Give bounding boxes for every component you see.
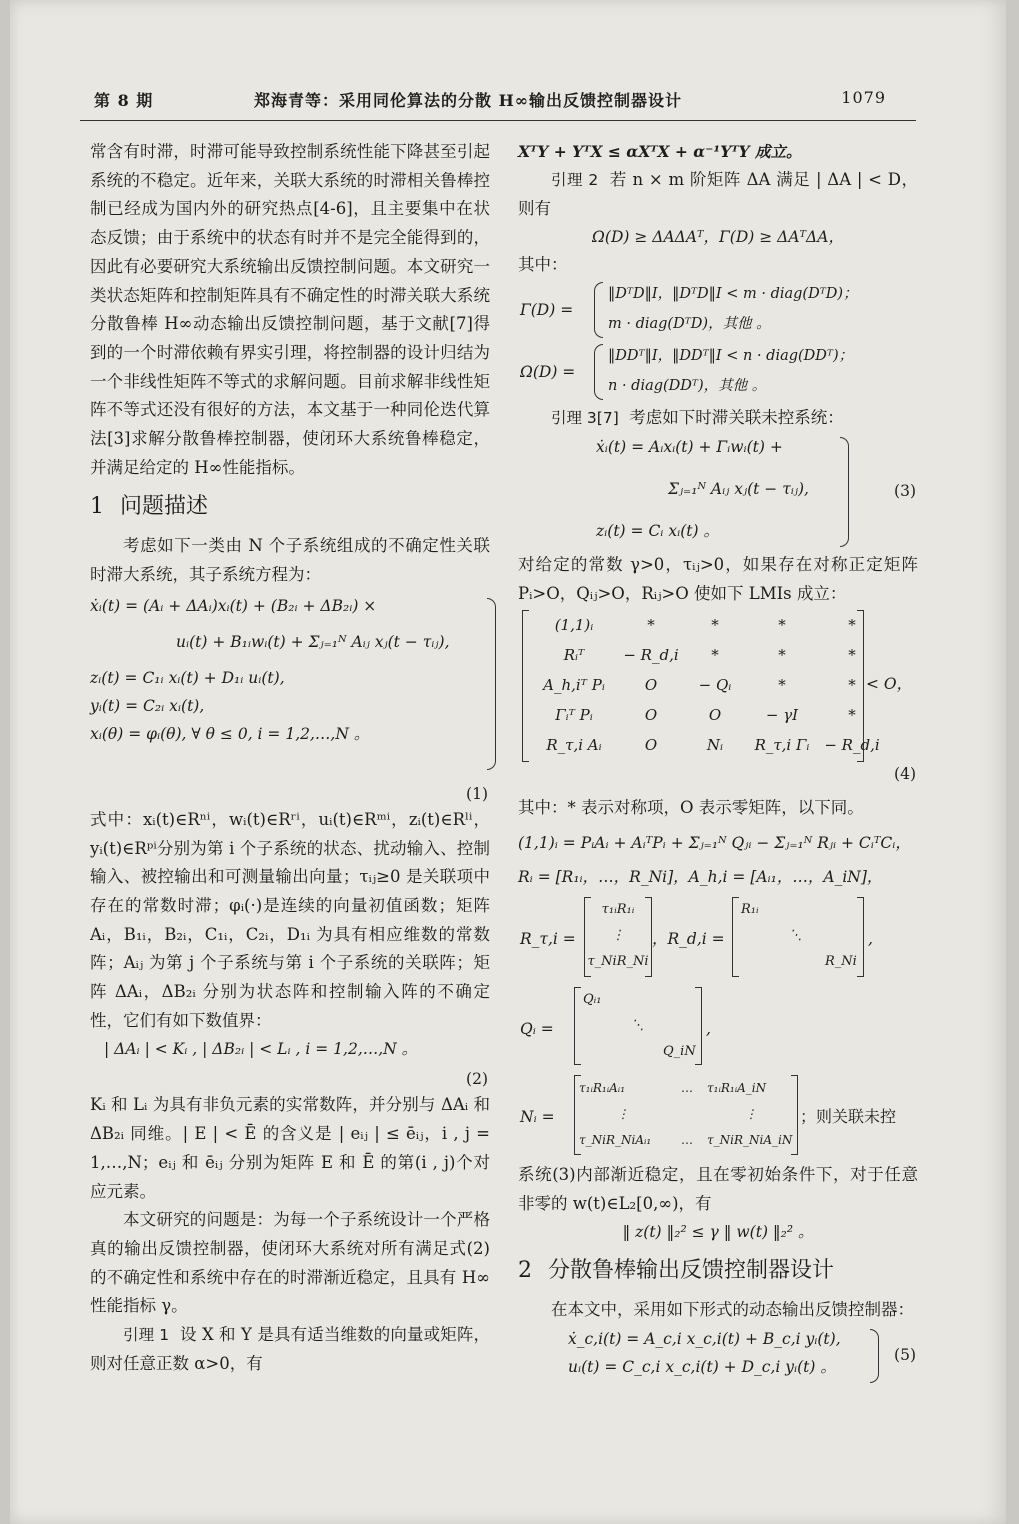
eq3-line-2: Σⱼ₌₁ᴺ Aᵢⱼ xⱼ(t − τᵢⱼ), bbox=[668, 479, 809, 498]
lmi-cell-r3-c2: O bbox=[644, 676, 658, 695]
lemma-3-text: 考虑如下时滞关联未控系统： bbox=[629, 408, 844, 428]
n-r3c1: τ_NiR_NiAᵢ₁ bbox=[579, 1132, 652, 1147]
lmi-cell-r1-c4: * bbox=[778, 616, 786, 635]
rtau-row-1: τ₁ᵢR₁ᵢ bbox=[601, 901, 635, 917]
eq2-number-row bbox=[90, 1065, 490, 1091]
eq3-brace bbox=[840, 437, 849, 547]
lmi-cell-r3-c3: − Qᵢ bbox=[698, 676, 732, 695]
def-R bbox=[518, 863, 918, 891]
section-1-heading bbox=[90, 492, 490, 522]
n-r2c2 bbox=[667, 1101, 707, 1127]
def-11 bbox=[518, 823, 918, 863]
norm-inequality bbox=[518, 1218, 918, 1246]
omega-lhs: Ω(D) = bbox=[520, 363, 576, 382]
n-lhs: Nᵢ = bbox=[520, 1107, 555, 1126]
lmi-grid bbox=[523, 610, 880, 760]
lmi-cell-r4-c3: O bbox=[708, 706, 722, 725]
norm-inequality-text: ‖ z(t) ‖₂² ≤ γ ‖ w(t) ‖₂² 。 bbox=[622, 1223, 814, 1242]
lmi-cell-r1-c3: * bbox=[711, 616, 719, 635]
lmi-cell-r2-c4: * bbox=[778, 646, 786, 665]
equation-3 bbox=[518, 433, 918, 551]
omega-case-1: ‖DDᵀ‖I，‖DDᵀ‖I < n · diag(DDᵀ)； bbox=[608, 348, 854, 365]
where-label: 其中： bbox=[518, 255, 568, 275]
q-row-1: Qᵢ₁ bbox=[583, 991, 602, 1007]
n-matrix bbox=[574, 1075, 798, 1155]
lmi-cell-r5-c2: O bbox=[644, 736, 658, 755]
left-column bbox=[90, 138, 490, 1379]
lemma-3 bbox=[518, 404, 918, 433]
lemma-2-label: 引理 2 bbox=[551, 171, 599, 189]
eq2-number: (2) bbox=[466, 1070, 488, 1089]
lemma-1 bbox=[90, 1321, 490, 1378]
definition-paragraph: 式中：xᵢ(t)∈Rⁿⁱ，wᵢ(t)∈Rʳⁱ，uᵢ(t)∈Rᵐⁱ，zᵢ(t)∈Rˡⁱ，yᵢ(t)∈Rᵖⁱ分别为第 i 个子系统的状态、扰动输入、控制输入、被控输出和可测量输出向量；τᵢⱼ≥0 是关联项中存在的常数时滞；φᵢ(·)是连续的向量初值函数；矩阵 Aᵢ，B₁ᵢ，B₂ᵢ，C₁ᵢ，C₂ᵢ，D₁ᵢ 为具有相应维数的常数阵；Aᵢⱼ 为第 j 个子系统与第 i 个子系统的关联阵；矩阵 ΔAᵢ，ΔB₂ᵢ 分别为状态阵和控制输入阵的不确定性，它们有如下数值界： bbox=[90, 809, 490, 1030]
eq1-brace bbox=[487, 598, 496, 770]
lmi-cell-r2-c5: * bbox=[848, 646, 856, 665]
eq1-number: (1) bbox=[466, 784, 488, 803]
lemma-3-label: 引理 3[7] bbox=[551, 409, 619, 428]
eq2-text: | ΔAᵢ | < Kᵢ , | ΔB₂ᵢ | < Lᵢ , i = 1,2,…,N 。 bbox=[104, 1040, 418, 1059]
lmi-cell-r2-c1: Rᵢᵀ bbox=[563, 646, 585, 665]
eq1-number-row bbox=[90, 780, 490, 806]
gamma-definition bbox=[518, 280, 918, 340]
omega-gamma-text: Ω(D) ≥ ΔAΔAᵀ，Γ(D) ≥ ΔAᵀΔA， bbox=[592, 228, 844, 247]
rd-row-2: ⋱ bbox=[789, 927, 802, 943]
n-r2c3: ⋮ bbox=[745, 1106, 757, 1121]
lmi-block bbox=[518, 610, 918, 770]
lmi-cell-r5-c4: R_τ,i Γᵢ bbox=[754, 736, 810, 755]
rtau-row-3: τ_NiR_Ni bbox=[587, 953, 649, 969]
n-r1c2: … bbox=[681, 1080, 693, 1095]
q-comma: , bbox=[706, 1019, 711, 1038]
eq1-line-4: yᵢ(t) = C₂ᵢ xᵢ(t), bbox=[90, 696, 205, 715]
bound-paragraph: Kᵢ 和 Lᵢ 为具有非负元素的实常数阵，并分别与 ΔAᵢ 和 ΔB₂ᵢ 同维。| E | < Ē 的含义是 | eᵢⱼ | ≤ ēᵢⱼ，i , j = 1,…,N；eᵢⱼ 和 ēᵢⱼ 分别为矩阵 E 和 Ē 的第(i , j)个对应元素。 bbox=[90, 1095, 490, 1201]
section-2-title: 分散鲁棒输出反馈控制器设计 bbox=[548, 1258, 835, 1284]
omega-brace bbox=[594, 344, 603, 400]
issue-label: 第 8 期 bbox=[94, 91, 154, 110]
def-Rtau-Rd bbox=[518, 895, 918, 981]
rd-lhs: ，R_d,i = bbox=[652, 929, 725, 948]
def-N bbox=[518, 1073, 918, 1161]
section-1-title: 问题描述 bbox=[120, 494, 209, 520]
lemma-1-inequality bbox=[518, 138, 918, 166]
gamma-case-1: ‖DᵀD‖I，‖DᵀD‖I < m · diag(DᵀD)； bbox=[608, 286, 858, 303]
def-R-text: Rᵢ = [R₁ᵢ，…，R_Ni]，A_h,i = [Aᵢ₁，…，A_iN]， bbox=[518, 867, 883, 886]
equation-1 bbox=[90, 592, 490, 780]
n-r1c1: τ₁ᵢR₁ᵢAᵢ₁ bbox=[579, 1080, 626, 1095]
eq3-number: (3) bbox=[894, 481, 916, 500]
lmi-cell-r1-c1: (1,1)ᵢ bbox=[554, 616, 594, 635]
n-r2c1: ⋮ bbox=[617, 1106, 629, 1121]
page-number: 1079 bbox=[841, 88, 886, 107]
lmi-matrix bbox=[522, 610, 880, 762]
lmi-cell-r5-c1: R_τ,i Aᵢ bbox=[546, 736, 602, 755]
eq3-line-3: zᵢ(t) = Cᵢ xᵢ(t) 。 bbox=[596, 521, 719, 540]
intro-paragraph: 常含有时滞，时滞可能导致控制系统性能下降甚至引起系统的不稳定。近年来，关联大系统的时滞相关鲁棒控制已经成为国内外的研究热点[4-6]，且主要集中在状态反馈；由于系统中的状态有时并不是完全能得到的，因此有必要研究大系统输出反馈控制问题。本文研究一类状态矩阵和控制矩阵具有不确定性的时滞关联大系统分散鲁棒 H∞动态输出反馈控制问题，基于文献[7]得到的一个时滞依赖有界实引理，将控制器的设计归结为一个非线性矩阵不等式的求解问题。目前求解非线性矩阵不等式还没有很好的方法，本文基于一种同伦迭代算法[3]求解分散鲁棒控制器，使闭环大系统鲁棒稳定，并满足给定的 H∞性能指标。 bbox=[90, 142, 490, 477]
objective-paragraph: 本文研究的问题是：为每一个子系统设计一个严格真的输出反馈控制器，使闭环大系统对所有满足式(2)的不确定性和系统中存在的时滞渐近稳定，且具有 H∞性能指标 γ。 bbox=[90, 1210, 490, 1316]
lmi-cell-r4-c4: − γI bbox=[765, 706, 799, 725]
q-row-3: Q_iN bbox=[663, 1043, 696, 1059]
eq1-line-2: uᵢ(t) + B₁ᵢwᵢ(t) + Σⱼ₌₁ᴺ Aᵢⱼ xⱼ(t − τᵢⱼ), bbox=[176, 632, 450, 651]
rd-row-1: R₁ᵢ bbox=[741, 901, 759, 917]
n-r1c3: τ₁ᵢR₁ᵢA_iN bbox=[707, 1080, 767, 1095]
omega-gamma-inequality bbox=[518, 223, 918, 251]
stability-paragraph: 系统(3)内部渐近稳定，且在零初始条件下，对于任意非零的 w(t)∈L₂[0,∞)，有 bbox=[518, 1164, 918, 1213]
lmi-cell-r2-c2: − R_d,i bbox=[623, 646, 679, 665]
rd-row-3: R_Ni bbox=[825, 953, 857, 969]
running-title: 郑海青等：采用同伦算法的分散 H∞输出反馈控制器设计 bbox=[254, 91, 683, 110]
n-r3c2: … bbox=[681, 1132, 693, 1147]
lmi-cell-r1-c5: * bbox=[848, 616, 856, 635]
eq5-line-1: ẋ_c,i(t) = A_c,i x_c,i(t) + B_c,i yᵢ(t), bbox=[568, 1330, 841, 1349]
lmi-cell-r2-c3: * bbox=[711, 646, 719, 665]
eq4-number: (4) bbox=[894, 765, 916, 784]
controller-paragraph: 在本文中，采用如下形式的动态输出反馈控制器： bbox=[551, 1300, 914, 1320]
lemma-1-text: 设 X 和 Y 是具有适当维数的向量或矩阵，则对任意正数 α>0，有 bbox=[90, 1325, 490, 1373]
lemma-1-inequality-text: XᵀY + YᵀX ≤ αXᵀX + α⁻¹YᵀY 成立。 bbox=[518, 142, 802, 161]
q-lhs: Qᵢ = bbox=[520, 1019, 554, 1038]
eq1-line-5: xᵢ(θ) = φᵢ(θ), ∀ θ ≤ 0, i = 1,2,…,N 。 bbox=[90, 724, 370, 743]
eq5-line-2: uᵢ(t) = C_c,i x_c,i(t) + D_c,i yᵢ(t) 。 bbox=[568, 1358, 836, 1377]
q-matrix bbox=[574, 987, 702, 1065]
rd-comma: , bbox=[868, 929, 873, 948]
eq5-brace bbox=[870, 1329, 879, 1383]
rtau-matrix bbox=[584, 897, 652, 977]
rtau-lhs: R_τ,i = bbox=[520, 929, 576, 948]
section-1-number: 1 bbox=[90, 494, 104, 520]
header-rule bbox=[80, 120, 916, 121]
eq1-line-3: zᵢ(t) = C₁ᵢ xᵢ(t) + D₁ᵢ uᵢ(t), bbox=[90, 668, 285, 687]
lemma-2 bbox=[518, 166, 918, 223]
gamma-brace bbox=[594, 282, 603, 338]
lmi-cell-r4-c2: O bbox=[644, 706, 658, 725]
journal-page bbox=[10, 0, 1006, 1524]
rtau-row-2: ⋮ bbox=[611, 927, 625, 943]
omega-case-2: n · diag(DDᵀ)，其他 。 bbox=[608, 378, 767, 395]
lmi-cell-r4-c5: * bbox=[848, 706, 856, 725]
equation-5 bbox=[518, 1325, 918, 1387]
gamma-case-2: m · diag(DᵀD)，其他 。 bbox=[608, 316, 771, 333]
eq5-number: (5) bbox=[894, 1346, 916, 1365]
eq1-line-1: ẋᵢ(t) = (Aᵢ + ΔAᵢ)xᵢ(t) + (B₂ᵢ + ΔB₂ᵢ) × bbox=[90, 596, 377, 615]
omega-definition bbox=[518, 342, 918, 404]
lmi-cell-r5-c3: Nᵢ bbox=[706, 736, 724, 755]
lmi-cell-r3-c1: A_h,iᵀ Pᵢ bbox=[543, 676, 605, 695]
section-2-number: 2 bbox=[518, 1258, 532, 1284]
section-2-heading bbox=[518, 1256, 918, 1286]
symmetric-note: 其中：* 表示对称项，O 表示零矩阵，以下同。 bbox=[518, 798, 864, 818]
lmi-condition-paragraph: 对给定的常数 γ>0，τᵢⱼ>0，如果存在对称正定矩阵 Pᵢ>O，Qᵢⱼ>O，Rᵢⱼ>O 使如下 LMIs 成立： bbox=[518, 554, 918, 603]
lmi-cell-r5-c5: − R_d,i bbox=[824, 736, 880, 755]
lmi-cell-r4-c1: Γᵢᵀ Pᵢ bbox=[555, 706, 593, 725]
equation-2 bbox=[90, 1035, 490, 1065]
rd-matrix bbox=[732, 897, 864, 977]
lemma-2-text: 若 n × m 阶矩阵 ΔA 满足 | ΔA | < D，则有 bbox=[518, 170, 918, 218]
eq3-line-1: ẋᵢ(t) = Aᵢxᵢ(t) + Γᵢwᵢ(t) + bbox=[596, 437, 783, 456]
lmi-cell-r3-c4: * bbox=[778, 676, 786, 695]
n-r3c3: τ_NiR_NiA_iN bbox=[707, 1132, 793, 1147]
running-header bbox=[80, 88, 900, 118]
def-Q bbox=[518, 985, 918, 1069]
n-tail: ；则关联未控 bbox=[800, 1106, 897, 1126]
problem-paragraph: 考虑如下一类由 N 个子系统组成的不确定性关联时滞大系统，其子系统方程为： bbox=[90, 536, 490, 585]
q-row-2: ⋱ bbox=[631, 1017, 644, 1033]
lmi-rhs: < O， bbox=[866, 675, 913, 694]
lmi-cell-r3-c5: * bbox=[848, 676, 856, 695]
lemma-1-label: 引理 1 bbox=[123, 1326, 170, 1345]
right-column bbox=[518, 138, 918, 1387]
def-11-text: (1,1)ᵢ = PᵢAᵢ + AᵢᵀPᵢ + Σⱼ₌₁ᴺ Qⱼᵢ − Σⱼ₌₁ᴺ Rⱼᵢ + CᵢᵀCᵢ， bbox=[518, 833, 911, 852]
lmi-cell-r1-c2: * bbox=[647, 616, 655, 635]
gamma-lhs: Γ(D) = bbox=[520, 301, 574, 320]
eq4-number-row bbox=[518, 765, 918, 794]
